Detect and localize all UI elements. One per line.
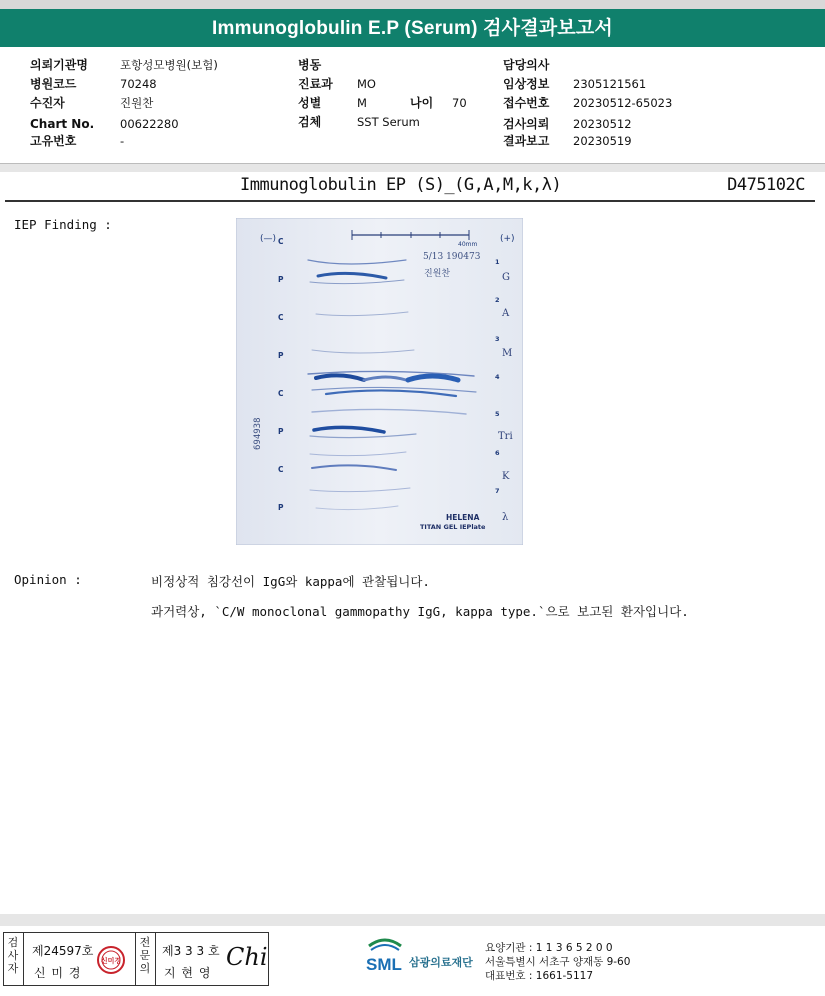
clinical-label: 임상정보 xyxy=(503,77,550,91)
antiserum-label: A xyxy=(502,308,510,319)
hospital-code-value: 70248 xyxy=(120,77,157,91)
gel-scale-label: 40mm xyxy=(458,241,478,248)
patient-value: 진원찬 xyxy=(120,96,154,110)
tester-cell xyxy=(24,933,136,985)
lane-number: 5 xyxy=(495,410,500,418)
institution-value-row xyxy=(120,58,218,72)
doctor-label: 담당의사 xyxy=(503,58,550,72)
gel-plus: (+) xyxy=(500,234,515,244)
chart-label: Chart No. xyxy=(30,117,95,131)
sml-logo xyxy=(365,936,485,976)
lab-code-line: 요양기관 : 1 1 3 6 5 2 0 0 xyxy=(485,942,613,954)
tester-vertical-label: 검사자 xyxy=(7,936,19,975)
info-grey-band xyxy=(0,164,825,172)
tester-vertical-cell xyxy=(4,933,24,985)
lane-number: 7 xyxy=(495,487,500,495)
specialist-vertical-cell xyxy=(136,933,156,985)
tester-seal-icon xyxy=(96,945,126,975)
clinical-value: 2305121561 xyxy=(573,77,647,91)
specialist-license-no: 제3 3 3 호 xyxy=(162,944,220,958)
opinion-line-2: 과거력상, `C/W monoclonal gammopathy IgG, kappa type.`으로 보고된 환자입니다. xyxy=(151,604,689,619)
report-title: Immunoglobulin E.P (Serum) 검사결과보고서 xyxy=(212,18,613,39)
accession-value: 20230512-65023 xyxy=(573,96,673,110)
seal-text: 신미경 xyxy=(100,957,122,965)
tester-name: 신 미 경 xyxy=(34,966,82,980)
well-label: P xyxy=(278,351,284,360)
specialist-signature: Chi xyxy=(226,943,268,971)
chart-value: 00622280 xyxy=(120,117,179,131)
specialist-cell xyxy=(156,933,268,985)
unique-label: 고유번호 xyxy=(30,134,77,148)
hospital-code-label: 병원코드 xyxy=(30,77,77,91)
antiserum-label: M xyxy=(502,348,513,359)
antiserum-label: G xyxy=(502,272,510,283)
specimen-label: 검체 xyxy=(298,115,322,129)
request-value: 20230512 xyxy=(573,117,632,131)
dept-value: MO xyxy=(357,77,376,91)
antiserum-label: λ xyxy=(502,512,509,523)
opinion-label: Opinion : xyxy=(14,572,82,587)
lane-number: 2 xyxy=(495,296,500,304)
sex-label: 성별 xyxy=(298,96,322,110)
lab-phone: 대표번호 : 1661-5117 xyxy=(485,970,594,982)
well-label: P xyxy=(278,427,284,436)
opinion-line-1: 비정상적 침강선이 IgG와 kappa에 관찰됩니다. xyxy=(151,574,430,589)
tester-license-no: 제24597호 xyxy=(32,944,94,958)
lab-name: 삼광의료재단 xyxy=(409,956,473,969)
lab-address: 서울특별시 서초구 양재동 9-60 xyxy=(485,956,631,968)
institution-row xyxy=(30,58,88,72)
institution-value: 포항성모병원(보험) xyxy=(120,58,218,72)
footer-grey-band xyxy=(0,914,825,926)
lane-number: 3 xyxy=(495,335,500,343)
gel-minus: (—) xyxy=(260,234,277,244)
test-name: Immunoglobulin EP (S)_(G,A,M,k,λ) xyxy=(240,175,562,195)
report-title-bar xyxy=(0,9,825,47)
institution-label: 의뢰기관명 xyxy=(30,58,88,72)
lane-number: 4 xyxy=(495,373,500,381)
well-label: P xyxy=(278,275,284,284)
iep-gel-image xyxy=(236,218,523,545)
test-underline xyxy=(5,200,815,202)
request-label: 검사의뢰 xyxy=(503,117,550,131)
report-date-value: 20230519 xyxy=(573,134,632,148)
well-label: C xyxy=(278,313,284,322)
age-value: 70 xyxy=(452,96,467,110)
well-label: P xyxy=(278,503,284,512)
iep-finding-label: IEP Finding : xyxy=(14,217,112,232)
ward-label: 병동 xyxy=(298,58,322,72)
top-border xyxy=(0,0,825,9)
well-label: C xyxy=(278,389,284,398)
unique-value: - xyxy=(120,134,125,148)
lane-number: 6 xyxy=(495,449,500,457)
patient-label: 수진자 xyxy=(30,96,65,110)
lab-info xyxy=(485,941,630,983)
age-label: 나이 xyxy=(410,96,434,110)
specialist-name: 지 현 영 xyxy=(164,966,212,980)
lane-number: 1 xyxy=(495,258,500,266)
gel-patient-name: 진원찬 xyxy=(424,269,451,279)
gel-side-id: 694938 xyxy=(253,417,263,450)
dept-label: 진료과 xyxy=(298,77,333,91)
sex-value: M xyxy=(357,96,367,110)
report-date-label: 결과보고 xyxy=(503,134,550,148)
test-code: D475102C xyxy=(727,175,805,195)
specialist-vertical-label: 전문의 xyxy=(139,936,151,975)
signature-box xyxy=(3,932,269,986)
gel-brand: HELENA xyxy=(446,513,480,522)
gel-product: TITAN GEL IEPlate xyxy=(420,523,486,531)
specimen-value: SST Serum xyxy=(357,115,420,129)
gel-background xyxy=(236,218,523,545)
antiserum-label: K xyxy=(502,471,510,482)
gel-date-text: 5/13 190473 xyxy=(423,252,481,262)
well-label: C xyxy=(278,237,284,246)
sml-logo-text: SML xyxy=(366,955,402,974)
well-label: C xyxy=(278,465,284,474)
antiserum-label: Tri xyxy=(498,431,513,442)
accession-label: 접수번호 xyxy=(503,96,550,110)
